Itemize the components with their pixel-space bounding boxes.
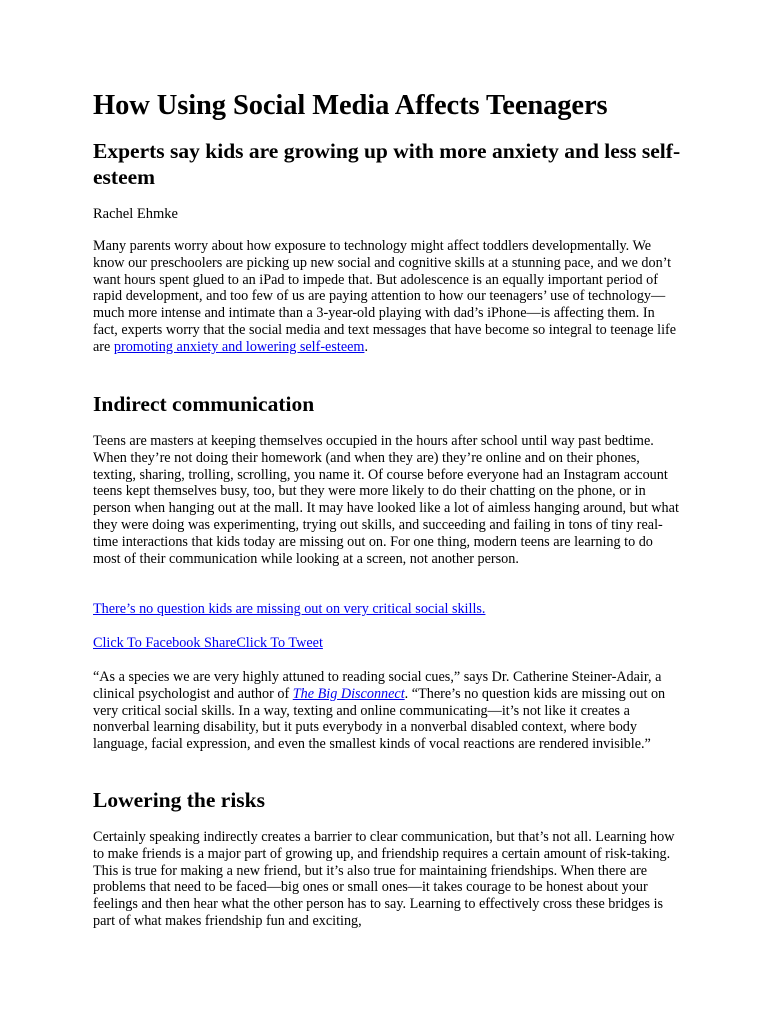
pull-quote-link[interactable]: There’s no question kids are missing out on very critical social skills. [93,601,486,617]
intro-end: . [364,338,368,355]
quote-after: . “There’s no question kids are missing out on very critical social skills. In a way, texting and online communicating—it’s not like it creates a nonverbal learning disability, but it puts everybody in a nonverbal disabled context, where body language, facial expression, and even the smallest kinds of vocal reactions are rendered invisible.” [93,685,666,753]
big-disconnect-link[interactable]: The Big Disconnect [292,685,405,702]
lowering-risks-paragraph: Certainly speaking indirectly creates a barrier to clear communication, but that’s not all. Learning how to make friends is a major part of growing up, and friendship requires a certain amount of risk-taking. This is true for making a new friend, but it’s also true for maintaining friendships. When there are problems that need to be faced—big ones or small ones—it takes courage to be honest about your feelings and then hear what the other person has to say. Learning to effectively cross these bridges is part of what makes friendship fun and exciting, [93,829,675,929]
author-byline: Rachel Ehmke [93,206,178,222]
share-links[interactable]: Click To Facebook ShareClick To Tweet [93,635,323,651]
section-heading-indirect-communication: Indirect communication [93,392,315,416]
quote-before: “As a species we are very highly attuned to reading social cues,” says Dr. Catherine Steiner-Adair, a clinical psychologist and author of [93,669,662,702]
article-title: How Using Social Media Affects Teenagers [93,90,608,121]
indirect-communication-paragraph: Teens are masters at keeping themselves occupied in the hours after school until way past bedtime. When they’re not doing their homework (and when they are) they’re online and on their phones, texting, sharing, trolling, scrolling, you name it. Of course before everyone had an Instagram account teens kept themselves busy, too, but they were more likely to do their chatting on the phone, or in person when hanging out at the mall. It may have looked like a lot of aimless hanging around, but what they were doing was experimenting, trying out skills, and succeeding and failing in tons of tiny real-time interactions that kids today are missing out on. For one thing, modern teens are learning to do most of their communication while looking at a screen, not another person. [93,433,679,567]
promoting-anxiety-link[interactable]: promoting anxiety and lowering self-esteem [113,338,365,355]
article-subtitle: Experts say kids are growing up with more anxiety and less self-esteem [93,139,681,189]
quote-paragraph [93,669,681,753]
section-heading-lowering-risks: Lowering the risks [93,788,265,812]
intro-paragraph [93,238,681,356]
intro-text: Many parents worry about how exposure to technology might affect toddlers developmentally. We know our preschoolers are picking up new social and cognitive skills at a stunning pace, and we don’t want hours spent glued to an iPad to impede that. But adolescence is an equally important period of rapid development, and too few of us are paying attention to how our teenagers’ use of technology—much more intense and intimate than a 3-year-old playing with dad’s iPhone—is affecting them. In fact, experts worry that the social media and text messages that have become so integral to teenage life are [93,238,677,355]
